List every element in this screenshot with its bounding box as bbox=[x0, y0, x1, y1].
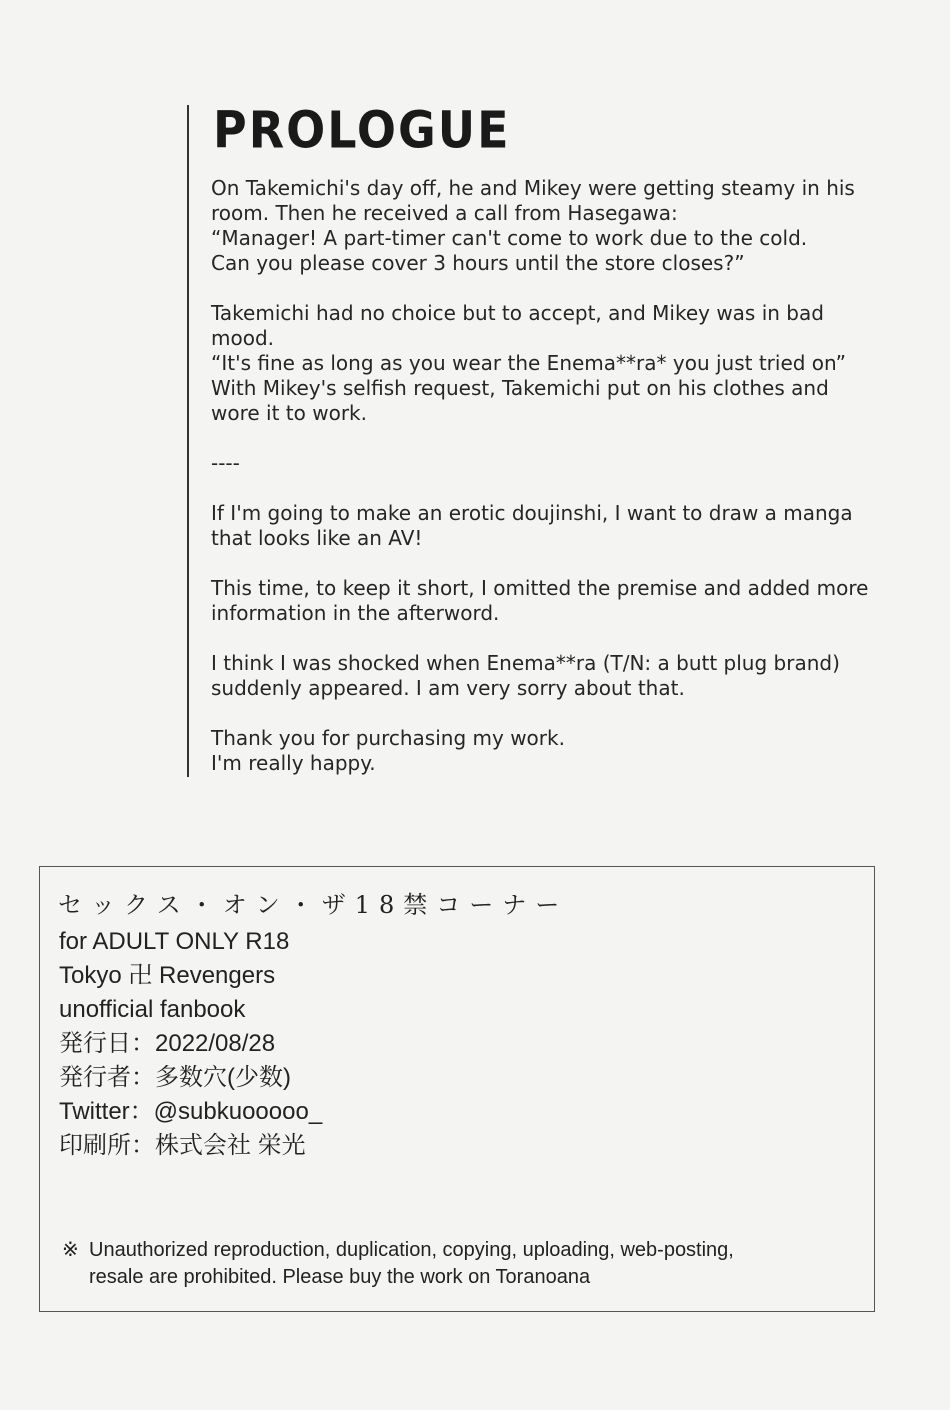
text-line: I think I was shocked when Enema**ra (T/N: a butt plug brand) bbox=[211, 651, 840, 675]
prologue-body bbox=[211, 176, 873, 776]
text-line: With Mikey's selfish request, Takemichi put on his clothes and bbox=[211, 376, 829, 400]
text-line: Can you please cover 3 hours until the store closes?” bbox=[211, 251, 745, 275]
text-line: mood. bbox=[211, 326, 275, 350]
text-line: “It's fine as long as you wear the Enema**ra* you just tried on” bbox=[211, 351, 846, 375]
text-line: wore it to work. bbox=[211, 401, 367, 425]
colophon-box bbox=[39, 866, 875, 1312]
text-line: room. Then he received a call from Hasegawa: bbox=[211, 201, 678, 225]
colophon-type: unofficial fanbook bbox=[59, 996, 246, 1023]
notice-line: Unauthorized reproduction, duplication, copying, uploading, web-posting, bbox=[89, 1239, 734, 1261]
text-line: Thank you for purchasing my work. bbox=[211, 726, 565, 750]
text-line: ---- bbox=[211, 451, 240, 475]
reference-mark: ※ bbox=[62, 1239, 79, 1261]
prologue-paragraph-1 bbox=[211, 176, 873, 276]
text-line: information in the afterword. bbox=[211, 601, 500, 625]
colophon-twitter: Twitter：@subkuooooo_ bbox=[59, 1098, 323, 1125]
prologue-paragraph-2 bbox=[211, 301, 873, 426]
text-line: that looks like an AV! bbox=[211, 526, 423, 550]
colophon-printer: 印刷所：株式会社 栄光 bbox=[59, 1132, 306, 1159]
text-line: suddenly appeared. I am very sorry about that. bbox=[211, 676, 685, 700]
prologue-paragraph-5 bbox=[211, 651, 873, 701]
text-line: If I'm going to make an erotic doujinshi, I want to draw a manga bbox=[211, 501, 853, 525]
prologue-paragraph-6 bbox=[211, 726, 873, 776]
colophon-title: セックス・オン・ザ18禁コーナー bbox=[58, 891, 569, 919]
text-line: Takemichi had no choice but to accept, and Mikey was in bad bbox=[211, 301, 824, 325]
text-line: “Manager! A part-timer can't come to work due to the cold. bbox=[211, 226, 808, 250]
prologue-separator bbox=[211, 451, 873, 476]
text-line: I'm really happy. bbox=[211, 751, 376, 775]
prologue-paragraph-3 bbox=[211, 501, 873, 551]
text-line: On Takemichi's day off, he and Mikey were getting steamy in his bbox=[211, 176, 855, 200]
notice-line: resale are prohibited. Please buy the work on Toranoana bbox=[89, 1266, 591, 1288]
copyright-notice bbox=[62, 1237, 862, 1291]
prologue-vertical-rule bbox=[187, 105, 189, 777]
colophon-rating: for ADULT ONLY R18 bbox=[59, 928, 290, 955]
prologue-title: PROLOGUE bbox=[213, 100, 511, 160]
colophon-info bbox=[59, 925, 322, 1163]
colophon-date: 発行日：2022/08/28 bbox=[59, 1030, 276, 1057]
colophon-series: Tokyo 卍 Revengers bbox=[59, 962, 276, 989]
colophon-publisher: 発行者：多数穴(少数) bbox=[59, 1064, 291, 1091]
prologue-paragraph-4 bbox=[211, 576, 873, 626]
text-line: This time, to keep it short, I omitted the premise and added more bbox=[211, 576, 869, 600]
